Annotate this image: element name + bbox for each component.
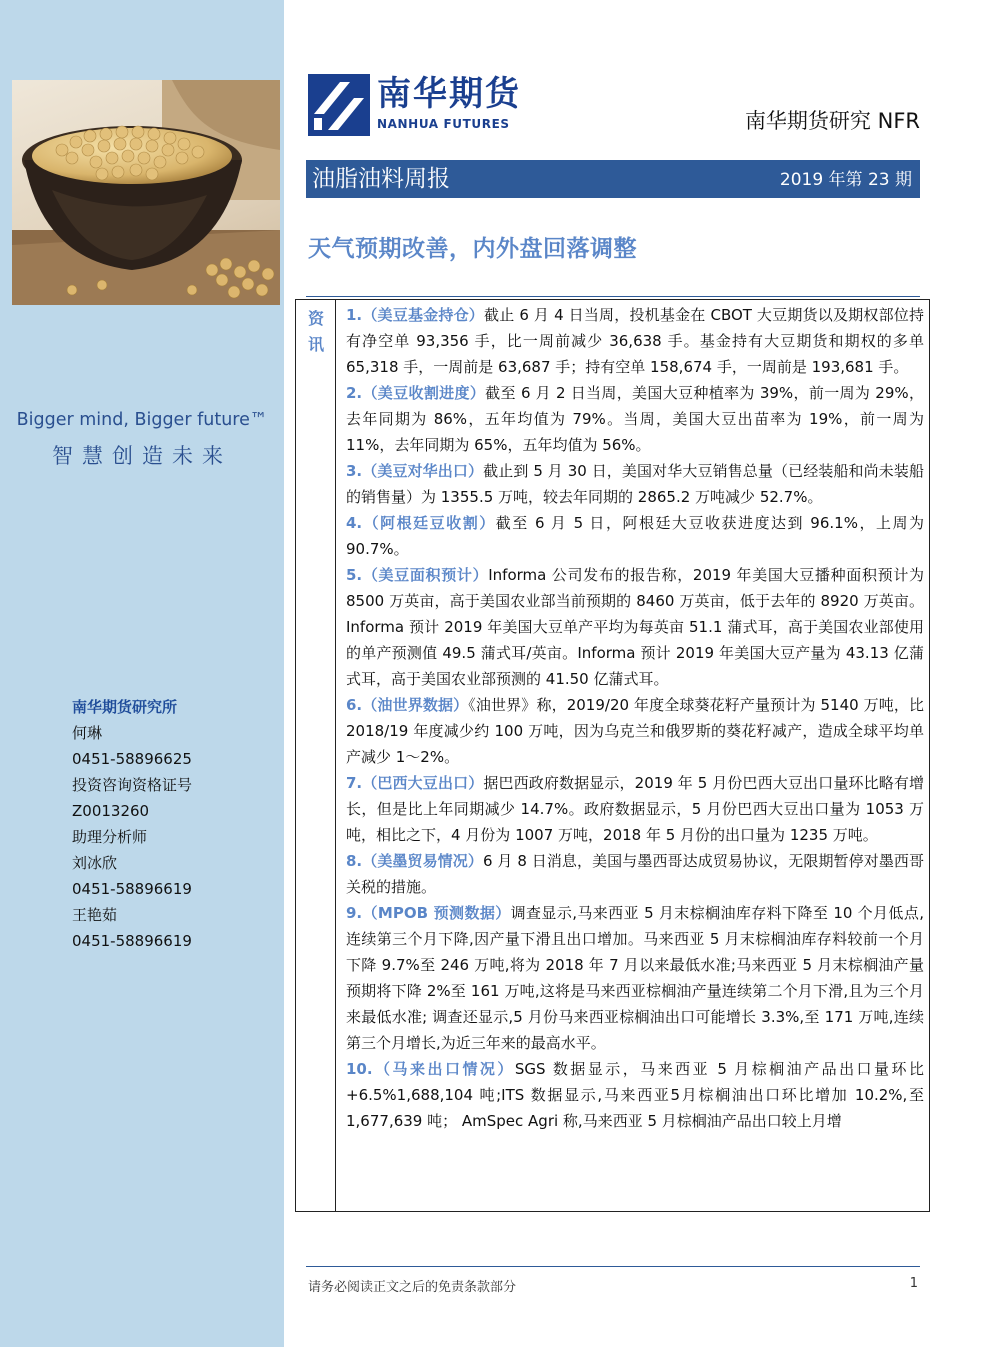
news-item-tag: 8.（美墨贸易情况） bbox=[346, 852, 483, 870]
news-item-text: 《油世界》称，2019/20 年度全球葵花籽产量预计为 5140 万吨，比 2018/19 年度减少约 100 万吨，因为乌克兰和俄罗斯的葵花籽减产，造成全球平均单产减少 1～2%。 bbox=[346, 696, 925, 766]
footer-disclaimer: 请务必阅读正文之后的免责条款部分 bbox=[308, 1280, 517, 1295]
news-label-char-2: 讯 bbox=[307, 335, 324, 354]
news-item-tag: 3.（美豆对华出口） bbox=[346, 462, 484, 480]
assistant-title: 助理分析师 bbox=[72, 828, 148, 846]
news-list bbox=[346, 302, 924, 1134]
news-label-char-1: 资 bbox=[307, 309, 324, 328]
assistant2-phone: 0451-58896619 bbox=[72, 932, 192, 950]
news-item-text: 截止到 5 月 30 日，美国对华大豆销售总量（已经装船和尚未装船的销售量）为 1355.5 万吨，较去年同期的 2865.2 万吨减少 52.7%。 bbox=[346, 462, 924, 506]
analyst-name: 何琳 bbox=[72, 724, 103, 742]
news-item bbox=[346, 692, 924, 770]
page-number: 1 bbox=[909, 1276, 918, 1291]
news-item-tag: 5.（美豆面积预计） bbox=[346, 566, 489, 584]
news-item-text: 截至 6 月 2 日当周，美国大豆种植率为 39%，前一周为 29%，去年同期为 86%，五年均值为 79%。当周，美国大豆出苗率为 19%，前一周为 11%，去年同期为 65%，五年均值为 56%。 bbox=[346, 384, 924, 454]
analyst-contacts bbox=[72, 694, 277, 954]
assistant2-name: 王艳茹 bbox=[72, 906, 118, 924]
soybean-bowl-photo bbox=[12, 80, 280, 305]
research-institute-name: 南华期货研究所 bbox=[72, 698, 178, 716]
license-number: Z0013260 bbox=[72, 802, 150, 820]
research-label: 南华期货研究 NFR bbox=[744, 109, 920, 133]
news-item bbox=[346, 848, 924, 900]
news-label-column bbox=[296, 300, 336, 1211]
brand-name-en: NANHUA FUTURES bbox=[377, 117, 510, 131]
news-item-tag: 10.（马来出口情况） bbox=[346, 1060, 515, 1078]
nanhua-logo-icon bbox=[308, 74, 370, 136]
news-item bbox=[346, 770, 924, 848]
news-box bbox=[295, 299, 930, 1212]
analyst-phone: 0451-58896625 bbox=[72, 750, 192, 768]
slogan-english: Bigger mind, Bigger future™ bbox=[16, 410, 268, 430]
news-item-text: 截止 6 月 4 日当周，投机基金在 CBOT 大豆期货以及期权部位持有净空单 93,356 手，比一周前减少 36,638 手。基金持有大豆期货和期权的多单 65,318 手，一周前是 63,687 手；持有空单 158,674 手，一周前是 193,681 手。 bbox=[346, 306, 925, 376]
report-title: 油脂油料周报 bbox=[312, 166, 450, 192]
brand-name-cn: 南华期货 bbox=[377, 74, 521, 114]
news-item-text: 6 月 8 日消息，美国与墨西哥达成贸易协议，无限期暂停对墨西哥关税的措施。 bbox=[346, 852, 924, 896]
news-item-text: 调查显示,马来西亚 5 月末棕榈油库存料下降至 10 个月低点,连续第三个月下降,因产量下滑且出口增加。马来西亚 5 月末棕榈油库存料较前一个月下降 9.7%至 246 万吨,将为 2018 年 7 月以来最低水准;马来西亚 5 月末棕榈油产量预期将下降 2%至 161 万吨,这将是马来西亚棕榈油产量连续第二个月下滑,且为三个月来最低水准; 调查还显示,5 月份马来西亚棕榈油出口可能增长 3.3%,至 171 万吨,连续第三个月增长,为近三年来的最高水平。 bbox=[346, 904, 924, 1052]
news-item bbox=[346, 380, 924, 458]
news-item-tag: 6.（油世界数据） bbox=[346, 696, 469, 714]
news-item-tag: 7.（巴西大豆出口） bbox=[346, 774, 484, 792]
headline-divider bbox=[306, 296, 920, 297]
assistant-phone: 0451-58896619 bbox=[72, 880, 192, 898]
news-item bbox=[346, 1056, 924, 1134]
news-item-tag: 2.（美豆收割进度） bbox=[346, 384, 486, 402]
report-headline: 天气预期改善，内外盘回落调整 bbox=[308, 236, 637, 262]
news-item bbox=[346, 302, 924, 380]
report-title-bar bbox=[306, 160, 920, 198]
news-item-text: 截至 6 月 5 日，阿根廷大豆收获进度达到 96.1%，上周为 90.7%。 bbox=[346, 514, 924, 558]
news-item bbox=[346, 900, 924, 1056]
news-item-text: Informa 公司发布的报告称，2019 年美国大豆播种面积预计为 8500 万英亩，高于美国农业部当前预期的 8460 万英亩，低于去年的 8920 万英亩。Informa 预计 2019 年美国大豆单产平均为每英亩 51.1 蒲式耳，高于美国农业部使用的单产预测值 49.5 蒲式耳/英亩。Informa 预计 2019 年美国大豆产量为 43.13 亿蒲式耳，高于美国农业部预测的 41.50 亿蒲式耳。 bbox=[346, 566, 924, 688]
news-item-tag: 4.（阿根廷豆收割） bbox=[346, 514, 496, 532]
news-item-tag: 9.（MPOB 预测数据） bbox=[346, 904, 511, 922]
assistant-name: 刘冰欣 bbox=[72, 854, 118, 872]
news-item bbox=[346, 510, 924, 562]
footer-divider bbox=[306, 1266, 920, 1267]
news-item bbox=[346, 562, 924, 692]
slogan-chinese: 智慧创造未来 bbox=[52, 444, 232, 468]
sidebar bbox=[0, 0, 284, 1347]
news-item bbox=[346, 458, 924, 510]
license-label: 投资咨询资格证号 bbox=[72, 776, 193, 794]
report-issue: 2019 年第 23 期 bbox=[779, 170, 912, 190]
soybean-bowl-illustration bbox=[12, 80, 280, 305]
news-item-text: 据巴西政府数据显示，2019 年 5 月份巴西大豆出口量环比略有增长，但是比上年同期减少 14.7%。政府数据显示，5 月份巴西大豆出口量为 1053 万吨，相比之下，4 月份为 1007 万吨，2018 年 5 月份的出口量为 1235 万吨。 bbox=[346, 774, 924, 844]
news-item-tag: 1.（美豆基金持仓） bbox=[346, 306, 485, 324]
news-item-text: SGS 数据显示，马来西亚 5 月棕榈油产品出口量环比+6.5%1,688,104 吨;ITS 数据显示,马来西亚5月棕榈油出口环比增加 10.2%,至 1,677,639 吨； AmSpec Agri 称,马来西亚 5 月棕榈油产品出口较上月增 bbox=[346, 1060, 924, 1130]
